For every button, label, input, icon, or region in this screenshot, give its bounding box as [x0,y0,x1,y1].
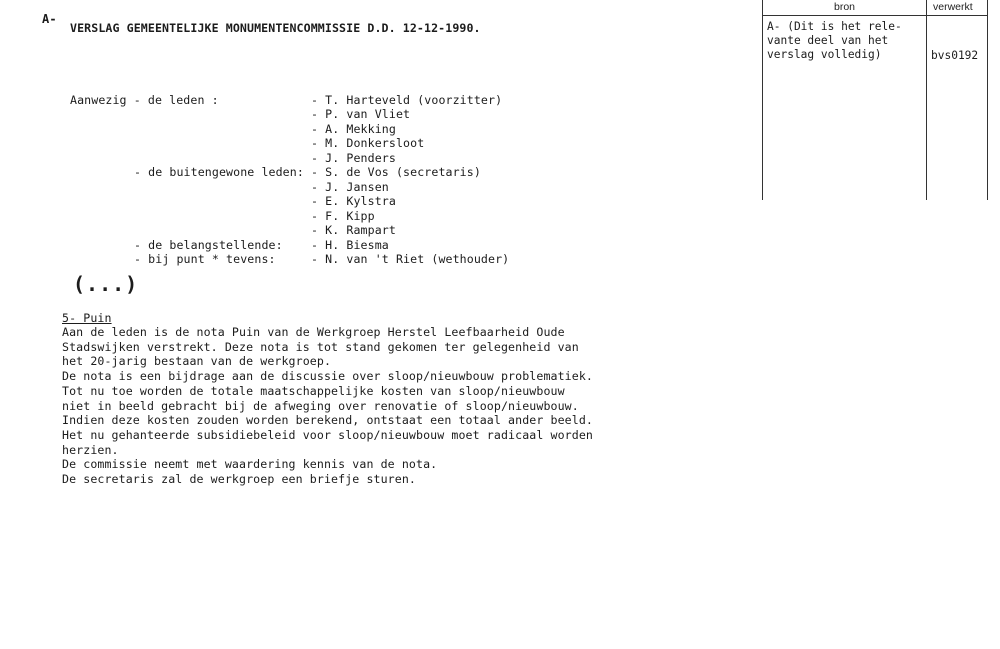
body-line: De secretaris zal de werkgroep een briefje sturen. [62,472,417,487]
body-line: Het nu gehanteerde subsidiebeleid voor sloop/nieuwbouw moet radicaal worden [62,427,594,442]
section-heading: 5- Puin [62,311,112,325]
annotation-table [762,0,1000,200]
attendee-name: - T. Harteveld (voorzitter) [311,93,503,107]
section-body [62,325,593,487]
bron-cell-text: A- (Dit is het rele- vante deel van het verslag volledig) [767,20,902,61]
attendee-name: - M. Donkersloot [311,136,425,151]
column-header-verwerkt: verwerkt [933,1,973,13]
table-border-left [762,0,763,200]
body-line: herzien. [62,442,119,457]
attendee-name: - J. Jansen [311,179,389,194]
attendance-label: - de belangstellende: [134,237,283,252]
attendee-name: - K. Rampart [311,223,396,238]
attendance-label: - bij punt * tevens: [134,251,276,266]
body-line: Stadswijken verstrekt. Deze nota is tot stand gekomen ter gelegenheid van [62,339,579,354]
attendee-name: - A. Mekking [311,121,396,136]
body-line: het 20-jarig bestaan van de werkgroep. [62,354,332,369]
body-line: De commissie neemt met waardering kennis van de nota. [62,457,438,472]
table-divider [926,0,927,200]
attendee-name: - E. Kylstra [311,194,396,209]
body-line: De nota is een bijdrage aan de discussie over sloop/nieuwbouw problematiek. [62,369,594,384]
attendee-name: - S. de Vos (secretaris) [311,165,481,180]
body-line: Tot nu toe worden de totale maatschappelijke kosten van sloop/nieuwbouw [62,383,565,398]
attendee-name: - H. Biesma [311,237,389,252]
omission-mark: (...) [73,272,139,296]
table-header-rule [762,15,988,16]
document-title: VERSLAG GEMEENTELIJKE MONUMENTENCOMMISSIE D.D. 12-12-1990. [70,21,481,35]
document-marker: A- [42,12,57,26]
attendance-label: Aanwezig - de leden : [70,93,219,107]
attendee-name: - N. van 't Riet (wethouder) [311,251,510,266]
body-line: Indien deze kosten zouden worden berekend, ontstaat een totaal ander beeld. [62,413,594,428]
body-line: Aan de leden is de nota Puin van de Werkgroep Herstel Leefbaarheid Oude [62,325,565,339]
column-header-bron: bron [834,1,856,13]
body-line: niet in beeld gebracht bij de afweging over renovatie of sloop/nieuwbouw. [62,398,579,413]
attendee-name: - F. Kipp [311,208,375,223]
verwerkt-cell-code: bvs0192 [931,49,979,62]
attendance-label: - de buitengewone leden: [134,165,304,180]
attendee-name: - P. van Vliet [311,107,411,122]
table-border-right [987,0,988,200]
attendee-name: - J. Penders [311,150,396,165]
